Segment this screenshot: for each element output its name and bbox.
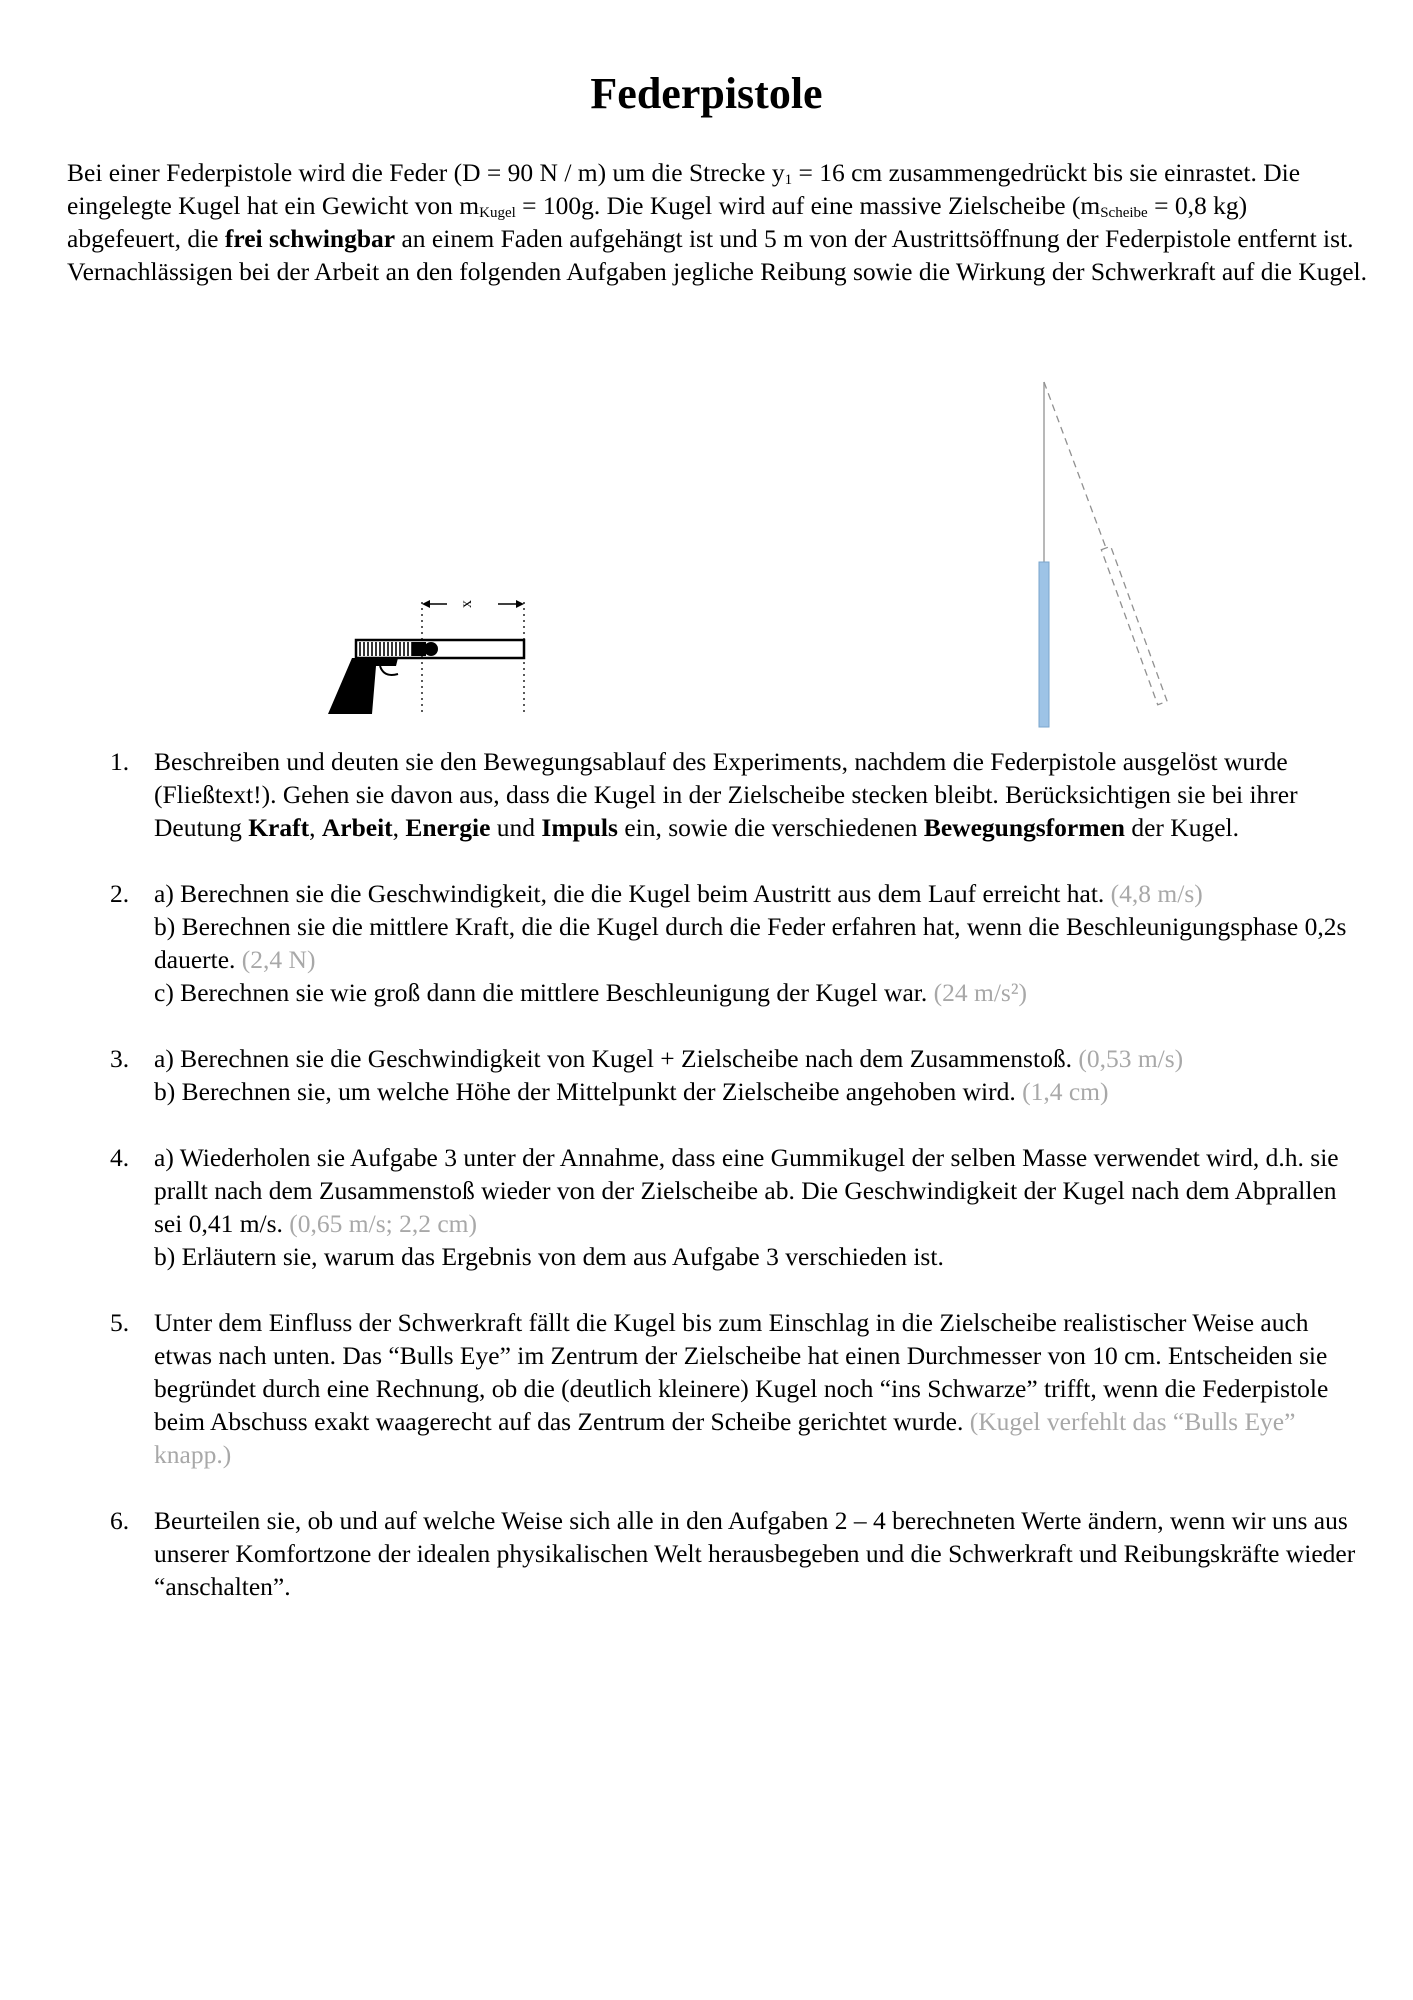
task-5: 5. Unter dem Einfluss der Schwerkraft fällt die Kugel bis zum Einschlag in die Zielscheibe realistischer Weise auch etwas nach unten. Das “Bulls Eye” im Zentrum der Zielscheibe hat einen Durchmesser von 10 cm. Entscheiden sie begründet durch eine Rechnung, ob die (deutlich kleinere) Kugel noch “ins Schwarze” trifft, wenn die Federpistole beim Abschuss exakt waagerecht auf das Zentrum der Scheibe gerichtet wurde. (Kugel verfehlt das “Bulls Eye” knapp.) <box>110 1308 1329 1469</box>
task-2 <box>84 877 1364 1009</box>
task-2c: c) Berechnen sie wie groß dann die mittlere Beschleunigung der Kugel war. (24 m/s²) <box>154 978 1027 1007</box>
task-2b: b) Berechnen sie die mittlere Kraft, die die Kugel durch die Feder erfahren hat, wenn die Beschleunigungsphase 0,2s dauerte. (2,4 N) <box>154 912 1347 974</box>
answer-hint: (Kugel verfehlt das “Bulls Eye” knapp.) <box>154 1407 1296 1469</box>
answer-hint: (24 m/s²) <box>933 978 1027 1007</box>
answer-hint: (0,65 m/s; 2,2 cm) <box>289 1209 477 1238</box>
task-list <box>84 745 1364 1636</box>
task-3 <box>84 1042 1364 1108</box>
task-4b: b) Erläutern sie, warum das Ergebnis von dem aus Aufgabe 3 verschieden ist. <box>154 1242 944 1271</box>
dimension-label: x <box>458 600 475 608</box>
hanging-target-icon <box>1039 382 1167 727</box>
answer-hint: (1,4 cm) <box>1022 1077 1109 1106</box>
answer-hint: (4,8 m/s) <box>1110 879 1203 908</box>
answer-hint: (0,53 m/s) <box>1078 1044 1184 1073</box>
task-number: 5. <box>110 1308 130 1337</box>
answer-hint: (2,4 N) <box>241 945 316 974</box>
experiment-diagram <box>0 370 1413 730</box>
spring-pistol-icon <box>328 600 524 715</box>
task-4 <box>84 1141 1364 1273</box>
task-1: 1. Beschreiben und deuten sie den Bewegungsablauf des Experiments, nachdem die Federpistole ausgelöst wurde (Fließtext!). Gehen sie davon aus, dass die Kugel in der Zielscheibe stecken bleibt. Berücksichtigen sie bei ihrer Deutung Kraft, Arbeit, Energie und Impuls ein, sowie die verschiedenen Bewegungsformen der Kugel. <box>110 747 1298 842</box>
task-2a: a) Berechnen sie die Geschwindigkeit, die die Kugel beim Austritt aus dem Lauf erreicht hat. (4,8 m/s) <box>154 879 1203 908</box>
task-6: 6. Beurteilen sie, ob und auf welche Weise sich alle in den Aufgaben 2 – 4 berechneten Werte ändern, wenn wir uns aus unserer Komfortzone der idealen physikalischen Welt herausbegeben und die Schwerkraft und Reibungskräfte wieder “anschalten”. <box>110 1506 1356 1601</box>
task-3a: a) Berechnen sie die Geschwindigkeit von Kugel + Zielscheibe nach dem Zusammenstoß. (0,53 m/s) <box>154 1044 1184 1073</box>
task-4a: a) Wiederholen sie Aufgabe 3 unter der Annahme, dass eine Gummikugel der selben Masse verwendet wird, d.h. sie prallt nach dem Zusammenstoß wieder von der Zielscheibe ab. Die Geschwindigkeit der Kugel nach dem Abprallen sei 0,41 m/s. (0,65 m/s; 2,2 cm) <box>154 1143 1339 1238</box>
task-number: 6. <box>110 1506 130 1535</box>
task-number: 4. <box>110 1143 130 1172</box>
intro-paragraph: Bei einer Federpistole wird die Feder (D = 90 N / m) um die Strecke $y_1 = 16$ cm zusammengedrückt bis sie einrastet. Die eingelegte Kugel hat ein Gewicht von $m_{Kugel} = 100g$. Die Kugel wird auf eine massive Zielscheibe ($m_{Scheibe} = 0,8$ kg) abgefeuert, die frei schwingbar an einem Faden aufgehängt ist und 5 m von der Austrittsöffnung der Federpistole entfernt ist. Vernachlässigen bei der Arbeit an den folgenden Aufgaben jegliche Reibung sowie die Wirkung der Schwerkraft auf die Kugel. <box>67 158 1368 286</box>
page-title: Federpistole <box>590 69 823 118</box>
task-number: 3. <box>110 1044 130 1073</box>
task-number: 1. <box>110 747 130 776</box>
task-number: 2. <box>110 879 130 908</box>
experiment-figure <box>0 370 1413 730</box>
task-3b: b) Berechnen sie, um welche Höhe der Mittelpunkt der Zielscheibe angehoben wird. (1,4 cm) <box>154 1077 1109 1106</box>
